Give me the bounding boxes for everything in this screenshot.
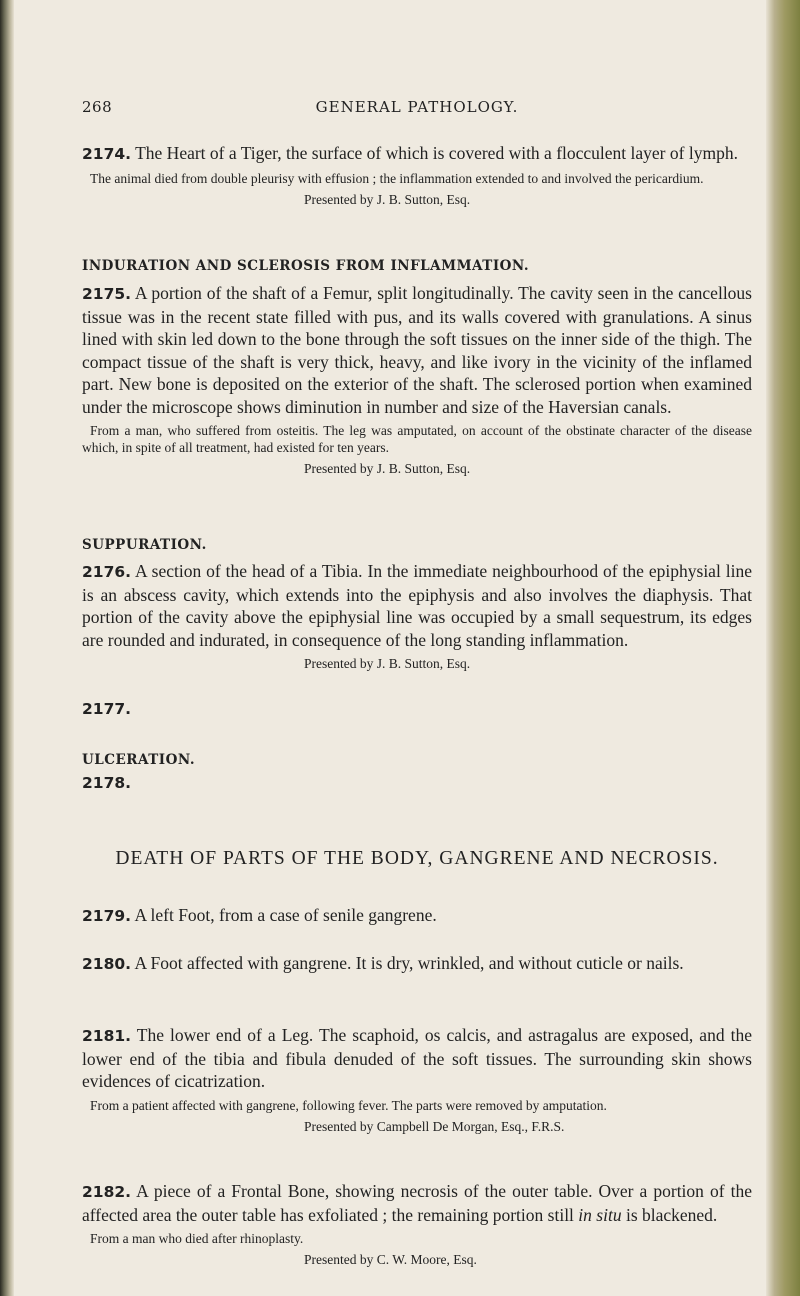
entry-note: The animal died from double pleurisy with effusion ; the inflammation extended to and involved the pericardium. — [90, 170, 704, 186]
entry-description-end: is blackened. — [621, 1204, 718, 1225]
major-heading-death-of-parts: DEATH OF PARTS OF THE BODY, GANGRENE AND NECROSIS. — [115, 848, 719, 869]
entry-text — [82, 904, 752, 928]
entry-2179 — [82, 904, 752, 928]
presented-by: Presented by J. B. Sutton, Esq. — [304, 191, 471, 207]
entry-number-2177: 2177. — [82, 700, 132, 718]
entry-text — [82, 282, 752, 418]
section-heading-suppuration: SUPPURATION. — [82, 537, 207, 553]
entry-description: A Foot affected with gangrene. It is dry, wrinkled, and without cuticle or nails. — [134, 953, 684, 973]
section-heading-ulceration: ULCERATION. — [82, 752, 196, 768]
presented-by: Presented by C. W. Moore, Esq. — [304, 1252, 477, 1267]
entry-description: A section of the head of a Tibia. In the immediate neighbourhood of the epiphysial line is an abscess cavity, which extends into the epiphysis and also involves the diaphysis. That portion of the cavity above the epiphysial line was occupied by a small sequestrum, its edges are rounded and indurated, in consequence of the long standing inflammation. — [82, 561, 752, 650]
entry-2176 — [82, 560, 752, 673]
entry-2175 — [82, 282, 752, 478]
entry-note: From a man who died after rhinoplasty. — [90, 1231, 304, 1246]
presented-by: Presented by Campbell De Morgan, Esq., F.R.S. — [304, 1118, 565, 1134]
entry-description: A portion of the shaft of a Femur, split longitudinally. The cavity seen in the cancellous tissue was in the recent state filled with pus, and its walls covered with granulations. A sinus lined with skin led down to the bone through the soft tissues on the inner side of the thigh. The compact tissue of the shaft is very thick, heavy, and like ivory in the vicinity of the inflamed part. New bone is deposited on the exterior of the shaft. The sclerosed portion when examined under the microscope shows diminution in number and size of the Haversian canals. — [82, 283, 752, 417]
entry-description: A left Foot, from a case of senile gangrene. — [134, 905, 437, 925]
entry-2182 — [82, 1180, 752, 1269]
document-page — [82, 0, 752, 1296]
entry-number: 2181. — [82, 1027, 132, 1045]
entry-number: 2175. — [82, 285, 132, 303]
entry-number: 2179. — [82, 907, 132, 925]
page-left-edge-shadow — [0, 0, 14, 1296]
section-heading-induration: INDURATION AND SCLEROSIS FROM INFLAMMATION. — [82, 258, 530, 274]
entry-text — [82, 1024, 752, 1093]
entry-number-2178: 2178. — [82, 774, 132, 792]
entry-number: 2182. — [82, 1183, 132, 1201]
entry-note: From a man, who suffered from osteitis. The leg was amputated, on account of the obstinate character of the disease which, in spite of all treatment, had existed for ten years. — [82, 423, 752, 455]
entry-number: 2174. — [82, 145, 132, 163]
entry-2181 — [82, 1024, 752, 1136]
running-title: GENERAL PATHOLOGY. — [315, 98, 519, 116]
page-header — [82, 98, 752, 120]
entry-description: A piece of a Frontal Bone, showing necrosis of the outer table. Over a portion of the affected area the outer table has exfoliated ; the remaining portion still — [82, 1181, 752, 1225]
page-number: 268 — [82, 98, 113, 116]
entry-note: From a patient affected with gangrene, following fever. The parts were removed by amputation. — [90, 1097, 607, 1113]
entry-text — [82, 142, 752, 166]
entry-number: 2180. — [82, 955, 132, 973]
presented-by: Presented by J. B. Sutton, Esq. — [304, 656, 471, 671]
entry-description-italic: in situ — [578, 1204, 622, 1225]
page-right-edge-shadow — [766, 0, 800, 1296]
entry-description: The lower end of a Leg. The scaphoid, os calcis, and astragalus are exposed, and the lower end of the tibia and fibula denuded of the soft tissues. The surrounding skin shows evidences of cicatrization. — [82, 1025, 753, 1091]
entry-2174 — [82, 142, 752, 209]
entry-number: 2176. — [82, 563, 132, 581]
entry-text — [82, 1180, 752, 1226]
presented-by: Presented by J. B. Sutton, Esq. — [304, 461, 471, 476]
entry-description: The Heart of a Tiger, the surface of which is covered with a flocculent layer of lymph. — [135, 143, 738, 163]
entry-text — [82, 560, 752, 651]
entry-text — [82, 952, 752, 976]
entry-2180 — [82, 952, 752, 976]
